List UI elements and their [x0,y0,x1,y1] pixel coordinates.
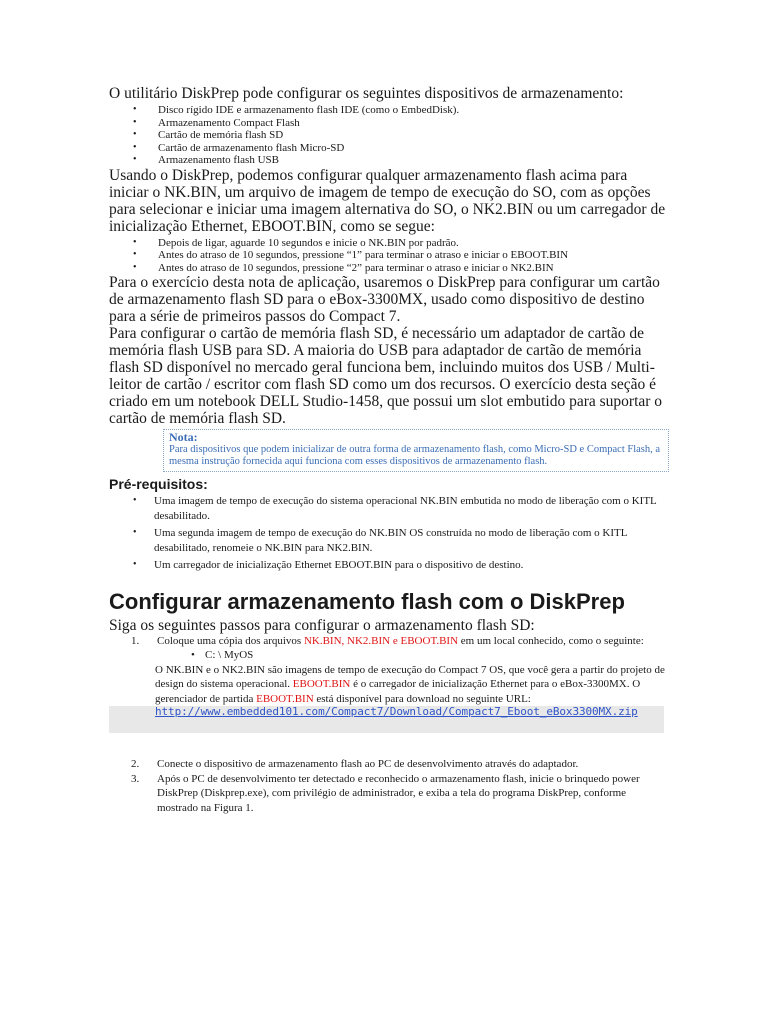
section-intro: Siga os seguintes passos para configurar o armazenamento flash SD: [109,616,535,634]
intro-text: O utilitário DiskPrep pode configurar os seguintes dispositivos de armazenamento: [109,85,624,102]
list-item: • Antes do atraso de 10 segundos, pressione “1” para terminar o atraso e iniciar o EBOOT.BIN [133,249,569,261]
section-heading: Configurar armazenamento flash com o DiskPrep [109,588,625,614]
steps-list-continued [109,757,669,815]
path-item [109,648,669,663]
bullet-icon: • [191,649,195,661]
list-item: • Uma segunda imagem de tempo de execução do NK.BIN OS construída no modo de liberação com o KITL desabilitado, renomeie o NK.BIN para NK2.BIN. [133,527,628,554]
step-item: 3. Após o PC de desenvolvimento ter detectado e reconhecido o armazenamento flash, inicie o brinquedo power DiskPrep (Diskprep.exe), com privilégio de administrador, e exiba a tela do programa DiskPrep, conforme mostrado na Figura 1. [131,772,640,814]
step1-paragraph: O NK.BIN e o NK2.BIN são imagens de tempo de execução do Compact 7 OS, que você gera a partir do projeto de design do sistema operacional. EBOOT.BIN é o carregador de inicialização Ethernet para o eBox-3300MX. O gerenciador de partida EBOOT.BIN está disponível para download no seguinte URL: [155,663,665,705]
list-item: • Um carregador de inicialização Ethernet EBOOT.BIN para o dispositivo de destino. [133,559,524,571]
step-item: 1. Coloque uma cópia dos arquivos NK.BIN, NK2.BIN e EBOOT.BIN em um local conhecido, como o seguinte: [131,634,644,647]
paragraph-adapter: Para configurar o cartão de memória flash SD, é necessário um adaptador de cartão de memória flash USB para SD. A maioria do USB para adaptador de cartão de memória flash SD disponível no mercado geral funciona bem, incluindo muitos dos USB / Multi-leitor de cartão / escritor com flash SD como um dos recursos. O exercício desta seção é criado em um notebook DELL Studio-1458, que possui um slot embutido para suportar o cartão de memória flash SD. [109,325,663,427]
note-body: Para dispositivos que podem inicializar de outra forma de armazenamento flash, como Micro-SD e Compact Flash, a mesma instrução fornecida aqui funciona com esses dispositivos de armazenamento flash. [169,444,661,467]
bullet-icon: • [133,527,137,538]
bullet-icon: • [133,495,137,506]
file-names: NK.BIN, NK2.BIN e EBOOT.BIN [303,634,459,647]
step-item: 2. Conecte o dispositivo de armazenamento flash ao PC de desenvolvimento através do adaptador. [131,758,579,770]
list-item: • Cartão de memória flash SD [133,129,284,141]
list-item: • Depois de ligar, aguarde 10 segundos e inicie o NK.BIN por padrão. [133,236,459,249]
paragraph-exercise: Para o exercício desta nota de aplicação, usaremos o DiskPrep para configurar um cartão de armazenamento flash SD para o eBox-3300MX, usado como dispositivo de destino para a série de primeiros passos do Compact 7. [109,274,660,325]
list-item: • Armazenamento flash USB [133,154,279,166]
bullet-icon: • [133,104,137,115]
bullet-icon: • [133,261,137,273]
step-number: 3. [131,772,140,785]
device-list [109,104,669,167]
document-page [109,85,669,815]
path-text: C: \ MyOS [205,649,254,661]
bullet-icon: • [133,559,137,570]
step-number: 1. [131,634,140,647]
list-item: • Cartão de armazenamento flash Micro-SD [133,141,345,154]
bullet-icon: • [133,249,137,260]
bullet-icon: • [133,141,137,153]
note-title: Nota: [169,430,198,444]
bullet-icon: • [133,154,137,165]
prereq-list [109,494,669,573]
prereq-heading: Pré-requisitos: [109,476,208,492]
url-box [109,706,664,733]
bullet-icon: • [133,236,137,248]
list-item: • Disco rígido IDE e armazenamento flash IDE (como o EmbedDisk). [133,104,460,116]
bullet-icon: • [133,116,137,128]
steps-list [109,634,669,649]
download-link[interactable]: http://www.embedded101.com/Compact7/Download/Compact7_Eboot_eBox3300MX.zip [155,705,638,718]
note-box [163,429,669,472]
list-item: • Armazenamento Compact Flash [133,116,300,129]
paragraph-diskprep: Usando o DiskPrep, podemos configurar qualquer armazenamento flash acima para iniciar o NK.BIN, um arquivo de imagem de tempo de execução do SO, com as opções para selecionar e iniciar uma imagem alternativa do SO, o NK2.BIN ou um carregador de inicialização Ethernet, EBOOT.BIN, como se segue: [109,166,666,235]
step-number: 2. [131,758,140,770]
list-item: • Uma imagem de tempo de execução do sistema operacional NK.BIN embutida no modo de liberação com o KITL desabilitado. [133,495,657,522]
boot-options-list [109,237,669,275]
list-item: • Antes do atraso de 10 segundos, pressione “2” para terminar o atraso e iniciar o NK2.BIN [133,261,554,274]
bullet-icon: • [133,129,137,140]
